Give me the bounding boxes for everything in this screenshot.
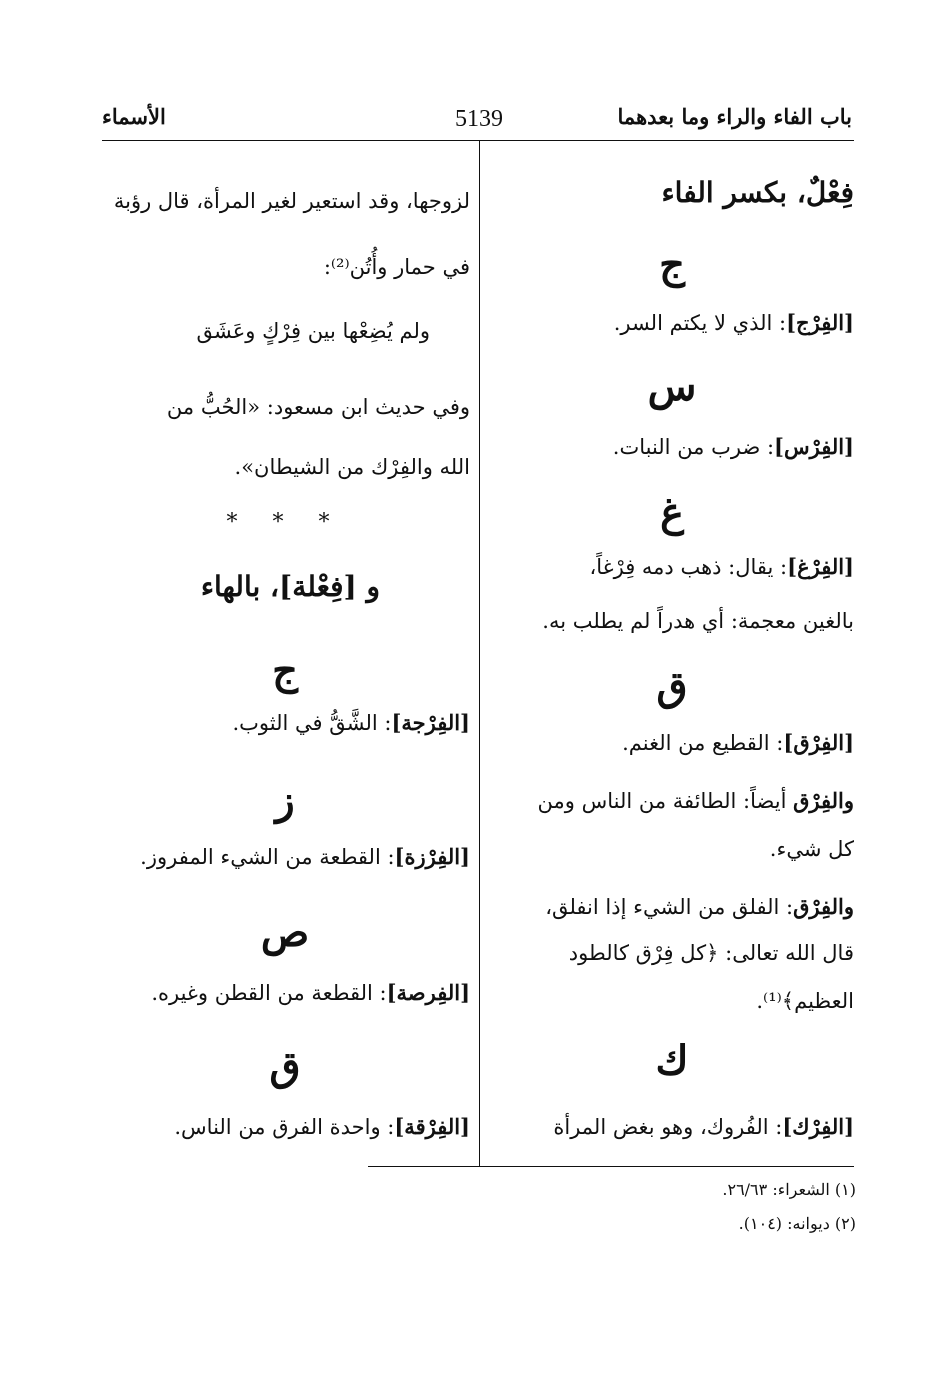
entry-firja xyxy=(232,708,470,738)
letter-heading-qaf: ق xyxy=(269,1043,301,1090)
poetry-verse: ولم يُضِعْها بين فِرْكٍ وعَشَق xyxy=(196,319,430,343)
running-header-section: الأسماء xyxy=(102,104,166,129)
header-rule xyxy=(102,140,854,141)
entry-definition: : القطعة من القطن وغيره. xyxy=(151,981,387,1005)
entry-term: [الفِرْك] xyxy=(782,1114,854,1139)
entry-firgh-cont: بالغين معجمة: أي هدراً لم يطلب به. xyxy=(542,609,854,633)
entry-definition: : الفُروك، وهو بغض المرأة xyxy=(553,1115,783,1139)
letter-heading-qaf: ق xyxy=(656,663,688,710)
entry-definition: : الذي لا يكتم السر. xyxy=(613,311,787,335)
entry-firq-3 xyxy=(545,892,854,922)
running-header-chapter: باب الفاء والراء وما بعدهما xyxy=(617,104,852,129)
section-heading: فِعْلٌ، بكسر الفاء xyxy=(661,176,854,209)
entry-firq-2 xyxy=(538,786,854,816)
letter-heading-jim: ج xyxy=(272,647,298,694)
entry-term: [الفِرْغ] xyxy=(787,554,854,579)
column-divider xyxy=(479,141,480,1167)
entry-definition: : ضرب من النبات. xyxy=(612,435,775,459)
entry-firgh xyxy=(589,552,854,582)
entry-firk xyxy=(553,1112,854,1142)
entry-firqa xyxy=(174,1112,470,1142)
entry-term: [الفِرْج] xyxy=(786,310,854,335)
entry-firs xyxy=(613,432,854,462)
hadith-line-2: الله والفِرْك من الشيطان». xyxy=(234,455,470,479)
entry-definition: أيضاً: الطائفة من الناس ومن xyxy=(537,789,787,813)
entry-definition: : واحدة الفرق من الناس. xyxy=(174,1115,395,1139)
entry-definition: : الشَّقُّ في الثوب. xyxy=(232,711,392,735)
letter-heading-ghayn: غ xyxy=(660,489,684,536)
letter-heading-sin: س xyxy=(647,363,697,410)
section-divider-stars: * * * xyxy=(226,510,344,535)
entry-term: [الفِرْس] xyxy=(774,434,854,459)
entry-term: والفِرْق xyxy=(793,788,854,813)
entry-term: [الفِرْزة] xyxy=(394,844,470,869)
page-number: 5139 xyxy=(455,106,503,132)
continuation-line-2: في حمار وأُتُن⁽²⁾: xyxy=(323,255,470,279)
entry-firq-3-cont-2: العظيم﴾⁽¹⁾. xyxy=(756,989,854,1013)
entry-definition: : القطيع من الغنم. xyxy=(622,731,784,755)
entry-term: [الفِرصة] xyxy=(386,980,470,1005)
entry-firsa xyxy=(151,978,470,1008)
letter-heading-sad: ص xyxy=(260,909,310,956)
entry-definition: : القطعة من الشيء المفروز. xyxy=(140,845,395,869)
letter-heading-jim: ج xyxy=(659,241,685,288)
entry-firza xyxy=(140,842,470,872)
entry-firq-2-cont: كل شيء. xyxy=(769,837,854,861)
entry-term: [الفِرْقة] xyxy=(394,1114,470,1139)
letter-heading-kaf: ك xyxy=(655,1037,689,1084)
hadith-line-1: وفي حديث ابن مسعود: «الحُبُّ من xyxy=(166,395,470,419)
footnote-1: (١) الشعراء: ٢٦/٦٣. xyxy=(722,1180,856,1199)
entry-farj xyxy=(614,308,854,338)
letter-heading-zay: ز xyxy=(275,777,295,824)
entry-term: [الفِرْجة] xyxy=(391,710,470,735)
footnote-rule xyxy=(368,1166,854,1167)
footnote-2: (٢) ديوانه: (١٠٤). xyxy=(738,1214,856,1233)
entry-definition: : يقال: ذهب دمه فِرْغاً، xyxy=(589,555,788,579)
entry-term: [الفِرْق] xyxy=(783,730,854,755)
continuation-line-1: لزوجها، وقد استعير لغير المرأة، قال رؤبة xyxy=(113,189,470,213)
entry-firq xyxy=(622,728,854,758)
entry-firq-3-cont: قال الله تعالى: ﴿كل فِرْق كالطود xyxy=(568,941,854,965)
entry-definition: : الفلق من الشيء إذا انفلق، xyxy=(545,895,794,919)
entry-term: والفِرْق xyxy=(793,894,854,919)
subsection-heading: و [فِعْلة]، بالهاء xyxy=(200,570,380,603)
